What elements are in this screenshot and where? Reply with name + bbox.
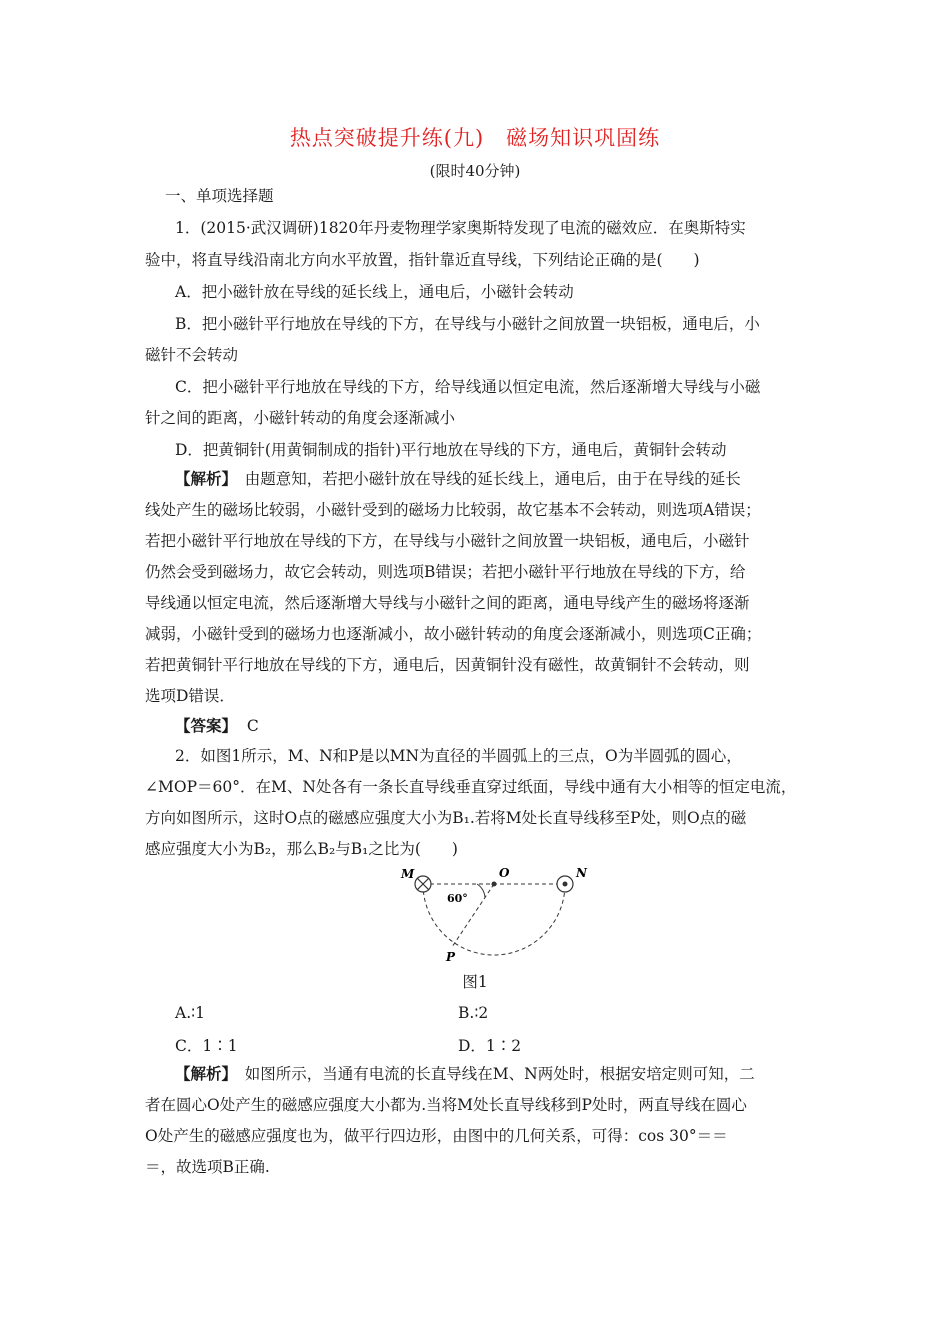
wire-into-page-icon — [415, 876, 431, 892]
q1-option-a: A．把小磁针放在导线的延长线上，通电后，小磁针会转动 — [175, 283, 574, 301]
label-o: O — [499, 866, 510, 880]
time-limit: (限时40分钟) — [429, 162, 521, 180]
center-point — [492, 882, 497, 887]
q1-analysis-line: 若把黄铜针平行地放在导线的下方，通电后，因黄铜针没有磁性，故黄铜针不会转动，则 — [145, 656, 750, 674]
q2-analysis-line: O处产生的磁感应强度也为，做平行四边形，由图中的几何关系，可得：cos 30°＝＝ — [145, 1127, 728, 1145]
q1-analysis-line: 选项D错误． — [145, 687, 235, 705]
q1-analysis-line: 若把小磁针平行地放在导线的下方，在导线与小磁针之间放置一块铝板，通电后，小磁针 — [145, 532, 750, 550]
q1-option-d: D．把黄铜针(用黄铜制成的指针)平行地放在导线的下方，通电后，黄铜针会转动 — [175, 441, 727, 459]
q2-option-b: B.∶2 — [458, 1004, 489, 1022]
label-m: M — [401, 867, 415, 881]
q1-option-b: 磁针不会转动 — [145, 346, 239, 364]
q1-analysis-line: 线处产生的磁场比较弱，小磁针受到的磁场力比较弱，故它基本不会转动，则选项A错误； — [145, 501, 761, 519]
label-p: P — [446, 950, 456, 964]
q1-option-c: 针之间的距离，小磁针转动的角度会逐渐减小 — [145, 409, 456, 427]
analysis-text: 如图所示，当通有电流的长直导线在M、N两处时，根据安培定则可知，二 — [229, 1065, 755, 1083]
q1-answer — [175, 716, 810, 736]
q2-analysis-line — [175, 1064, 810, 1084]
figure-caption: 图1 — [462, 973, 488, 991]
q1-analysis-line: 导线通以恒定电流，然后逐渐增大导线与小磁针之间的距离，通电导线产生的磁场将逐渐 — [145, 594, 750, 612]
q1-analysis-line: 减弱，小磁针受到的磁场力也逐渐减小，故小磁针转动的角度会逐渐减小，则选项C正确； — [145, 625, 762, 643]
analysis-text: 由题意知，若把小磁针放在导线的延长线上，通电后，由于在导线的延长 — [229, 470, 741, 488]
label-n: N — [576, 866, 587, 880]
q2-stem-line: 方向如图所示，这时O点的磁感应强度大小为B₁.若将M处长直导线移至P处，则O点的磁 — [145, 809, 747, 827]
page-title: 热点突破提升练(九) 磁场知识巩固练 — [289, 126, 661, 150]
q2-option-c: C．1∶1 — [175, 1037, 238, 1055]
q1-option-c: C．把小磁针平行地放在导线的下方，给导线通以恒定电流，然后逐渐增大导线与小磁 — [175, 378, 761, 396]
q1-option-b: B．把小磁针平行地放在导线的下方，在导线与小磁针之间放置一块铝板，通电后，小 — [175, 315, 760, 333]
q1-stem-line: 1．(2015·武汉调研)1820年丹麦物理学家奥斯特发现了电流的磁效应．在奥斯特实 — [175, 219, 746, 237]
q1-analysis-line — [175, 469, 810, 489]
angle-label: 60° — [447, 892, 468, 905]
q1-analysis-line: 仍然会受到磁场力，故它会转动，则选项B错误；若把小磁针平行地放在导线的下方，给 — [145, 563, 746, 581]
answer-value: C — [246, 717, 259, 735]
q2-analysis-line: ＝，故选项B正确. — [145, 1158, 270, 1176]
section-heading: 一、单项选择题 — [165, 187, 274, 205]
analysis-label: 【解析】 — [175, 469, 230, 488]
q1-stem-line: 验中，将直导线沿南北方向水平放置，指针靠近直导线，下列结论正确的是( ) — [145, 251, 700, 269]
q2-stem-line: 2．如图1所示，M、N和P是以MN为直径的半圆弧上的三点，O为半圆弧的圆心， — [175, 747, 742, 765]
answer-label: 【答案】 — [175, 716, 238, 735]
semicircle-wire-figure — [385, 860, 585, 970]
q2-option-d: D．1∶2 — [458, 1037, 522, 1055]
q2-option-a: A.∶1 — [175, 1004, 206, 1022]
wire-out-of-page-icon — [557, 876, 573, 892]
analysis-label: 【解析】 — [175, 1064, 230, 1083]
q2-analysis-line: 者在圆心O处产生的磁感应强度大小都为.当将M处长直导线移到P处时，两直导线在圆心 — [145, 1096, 747, 1114]
q2-stem-line: ∠MOP＝60°．在M、N处各有一条长直导线垂直穿过纸面，导线中通有大小相等的恒定电流， — [145, 778, 797, 796]
q2-stem-line: 感应强度大小为B₂，那么B₂与B₁之比为( ) — [145, 840, 458, 858]
